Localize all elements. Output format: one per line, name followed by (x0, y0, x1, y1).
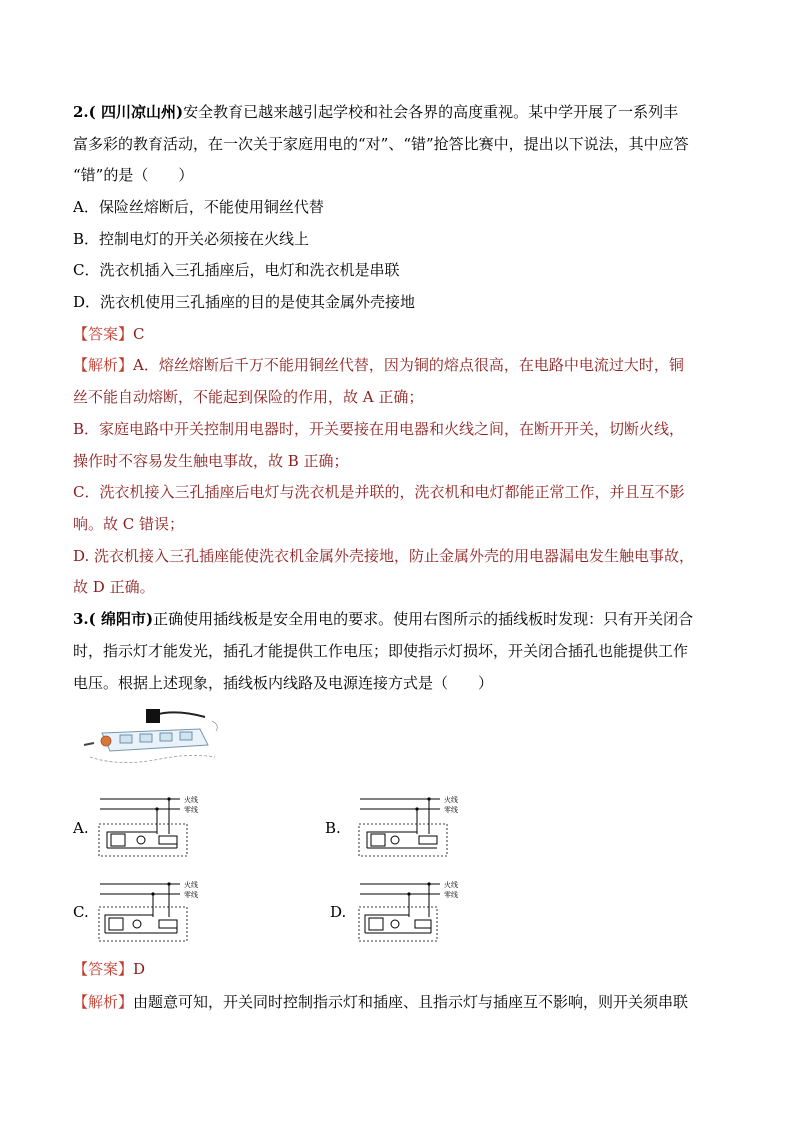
circuit-diagram-c (95, 873, 215, 945)
analysis-tag: 【解析】 (73, 356, 134, 374)
q2-analysis-line-4: 操作时不容易发生触电事故，故 B 正确； (73, 452, 349, 470)
q2-number: 2. (73, 103, 89, 121)
live-wire-label: 火线 (444, 881, 458, 889)
q2-analysis-line-2: 丝不能自动熔断，不能起到保险的作用，故 A 正确； (73, 388, 424, 406)
q3-text-1: 正确使用插线板是安全用电的要求。使用右图所示的插线板时发现：只有开关闭合 (153, 610, 694, 628)
analysis-text: 由题意可知，开关同时控制指示灯和插座、且指示灯与插座互不影响，则开关须串联 (133, 993, 689, 1011)
q2-option-d: D．洗衣机使用三孔插座的目的是使其金属外壳接地 (73, 293, 416, 311)
power-strip-illustration (80, 705, 230, 777)
answer-tag: 【答案】 (73, 960, 134, 978)
live-wire-label: 火线 (444, 796, 458, 804)
neutral-wire-label: 零线 (184, 891, 198, 899)
answer-value: D (133, 960, 146, 978)
q2-analysis-line-7: D. 洗衣机接入三孔插座能使洗衣机金属外壳接地，防止金属外壳的用电器漏电发生触电事故， (73, 547, 695, 565)
answer-value: C (133, 325, 145, 343)
analysis-tag: 【解析】 (73, 993, 134, 1011)
q3-option-label-b: B. (325, 819, 341, 837)
live-wire-label: 火线 (184, 881, 198, 889)
q3-source: ( 绵阳市) (88, 610, 154, 628)
circuit-diagram-b (355, 788, 475, 860)
q2-answer (73, 323, 145, 345)
q3-analysis-line-1 (73, 991, 688, 1013)
neutral-wire-label: 零线 (184, 806, 198, 814)
neutral-wire-label: 零线 (444, 891, 458, 899)
circuit-diagram-a (95, 788, 215, 860)
q2-analysis-line-1 (73, 354, 684, 376)
analysis-text: A．熔丝熔断后千万不能用铜丝代替，因为铜的熔点很高，在电路中电流过大时，铜 (133, 356, 684, 374)
q2-analysis-line-3: B．家庭电路中开关控制用电器时，开关要接在用电器和火线之间，在断开开关，切断火线， (73, 420, 685, 438)
circuit-diagram-d (355, 873, 475, 945)
q3-option-label-c: C. (73, 903, 89, 921)
q3-stem-line-2: 时，指示灯才能发光，插孔才能提供工作电压；即使指示灯损坏，开关闭合插孔也能提供工作 (73, 642, 689, 660)
q3-stem-line-3: 电压。根据上述现象，插线板内线路及电源连接方式是（ ） (73, 674, 494, 692)
q3-answer (73, 958, 145, 980)
q2-stem-line-1 (73, 101, 678, 123)
q2-option-a: A．保险丝熔断后，不能使用铜丝代替 (73, 198, 324, 216)
answer-tag: 【答案】 (73, 325, 134, 343)
q3-number: 3. (73, 610, 89, 628)
neutral-wire-label: 零线 (444, 806, 458, 814)
q2-text-1: 安全教育已越来越引起学校和社会各界的高度重视。某中学开展了一系列丰 (183, 103, 679, 121)
q2-analysis-line-8: 故 D 正确。 (73, 578, 155, 596)
q2-option-c: C．洗衣机插入三孔插座后，电灯和洗衣机是串联 (73, 261, 400, 279)
q2-stem-line-3: “错”的是（ ） (73, 166, 194, 184)
q2-analysis-line-6: 响。故 C 错误； (73, 515, 185, 533)
q2-analysis-line-5: C．洗衣机接入三孔插座后电灯与洗衣机是并联的，洗衣机和电灯都能正常工作，并且互不影 (73, 483, 685, 501)
q2-stem-line-2: 富多彩的教育活动，在一次关于家庭用电的“对”、“错”抢答比赛中，提出以下说法，其中应答 (73, 135, 689, 153)
q2-source: ( 四川凉山州) (88, 103, 184, 121)
live-wire-label: 火线 (184, 796, 198, 804)
q3-stem-line-1 (73, 608, 693, 630)
q2-option-b: B．控制电灯的开关必须接在火线上 (73, 230, 310, 248)
q3-option-label-d: D. (330, 903, 347, 921)
q3-option-label-a: A. (73, 819, 89, 837)
